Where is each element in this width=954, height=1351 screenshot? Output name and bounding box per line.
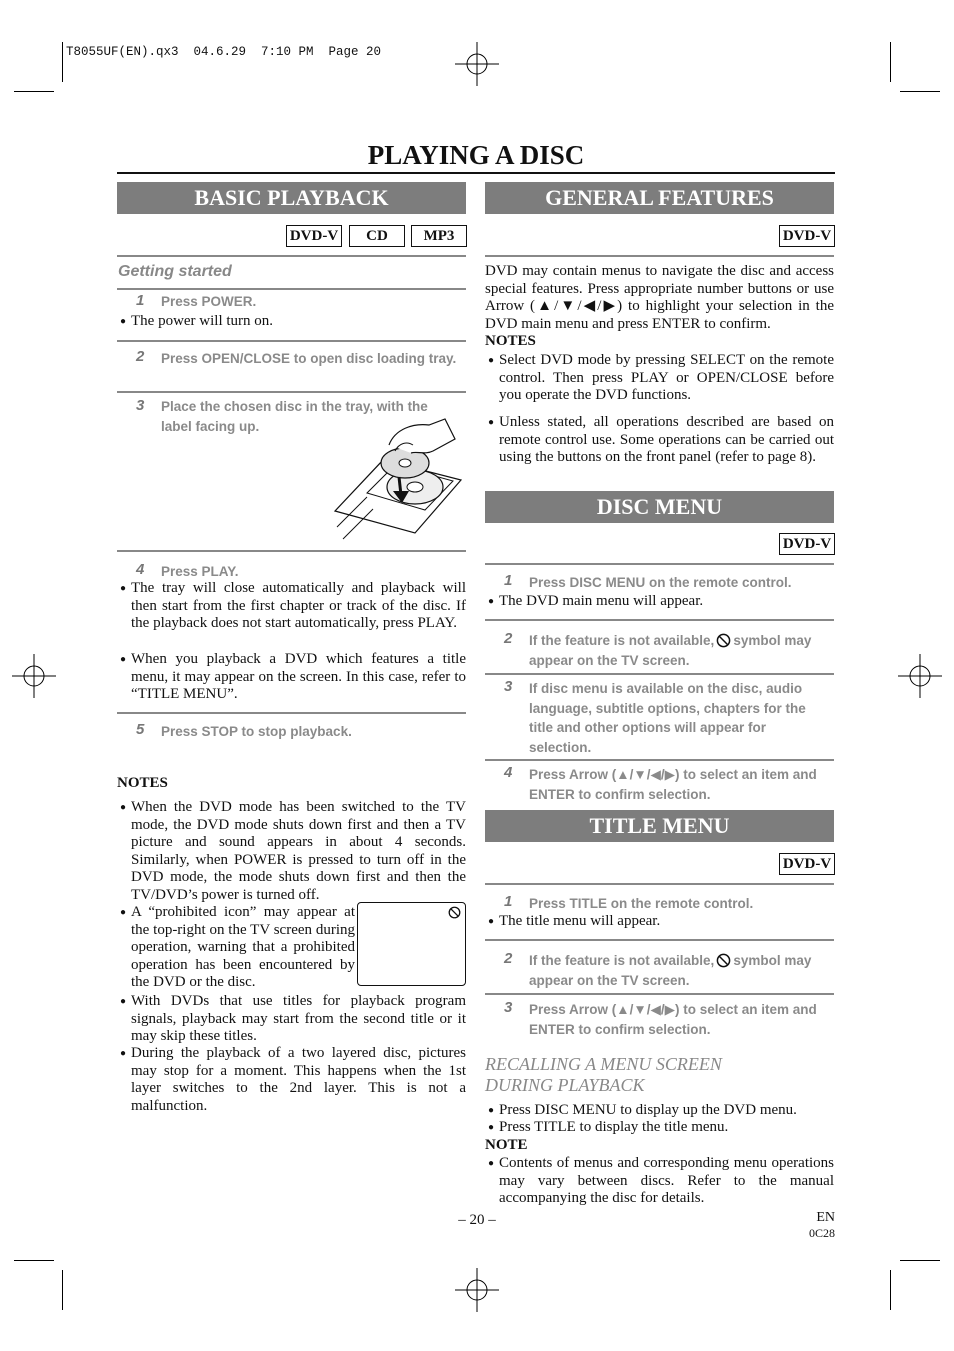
step-text: Press Arrow (▲/▼/◀/▶) to select an item and ENTER to confirm selection. [529,767,817,802]
general-intro: DVD may contain menus to navigate the disc and access special features. Press appropriate number buttons or use Arrow (▲/▼/◀/▶) to highlight your selection in the DVD main menu and press ENTER to confirm. [485,263,834,332]
prohibited-icon [448,906,461,919]
bullet-item: ● The DVD main menu will appear. [488,593,704,609]
prohibited-icon [716,633,731,648]
step-text: If the feature is not available, symbol may appear on the TV screen. [529,953,812,988]
bullet-item: ● The tray will close automatically and playback will then start from the first chapter or track of the disc. If the playback does not start automatically, press PLAY. [120,580,466,632]
recall-heading: RECALLING A MENU SCREEN DURING PLAYBACK [485,1054,722,1095]
title-rule [117,172,835,174]
registration-mark-icon [455,1268,499,1312]
crop-mark [900,1260,940,1261]
crop-mark [890,1270,891,1310]
doc-code: 0C28 [808,1226,835,1240]
step-number: 4 [136,561,145,578]
step-text: Press OPEN/CLOSE to open disc loading tray. [161,351,457,366]
note-item: ● Contents of menus and corresponding menu operations may vary between discs. Refer to the manual accompanying the disc for details. [488,1155,834,1207]
bullet-item: ● When you playback a DVD which features a title menu, it may appear on the screen. In this case, refer to “TITLE MENU”. [120,651,466,703]
crop-mark [14,91,54,92]
page-number: – 20 – [458,1212,496,1228]
language-code: EN [816,1210,835,1225]
note-item: ● A “prohibited icon” may appear at the top-right on the TV screen during operation, warning that a prohibited operation has been encountered by the DVD or the disc. [120,904,355,991]
section-rule [485,939,834,941]
crop-mark [62,1270,63,1310]
section-rule [117,391,466,393]
step-number: 2 [136,348,145,365]
step-text: If disc menu is available on the disc, audio language, subtitle options, chapters for the title and other options will appear for selection. [529,681,806,755]
page-title: PLAYING A DISC [367,140,585,170]
section-rule [485,673,834,675]
disc-tray-illustration [333,415,463,543]
bullet-item: ● The title menu will appear. [488,913,661,929]
badge-dvd-v: DVD-V [779,853,835,875]
section-rule [117,550,466,552]
section-rule [485,883,834,885]
general-features-banner: GENERAL FEATURES [485,182,834,214]
step-number: 3 [504,999,513,1016]
step-number: 3 [504,678,513,695]
section-rule [485,255,834,257]
step-text: Press TITLE on the remote control. [529,896,754,911]
section-rule [117,288,466,290]
step-number: 3 [136,397,145,414]
prohibited-icon [716,953,731,968]
disc-menu-banner: DISC MENU [485,491,834,523]
section-rule [117,712,466,714]
step-text: Press PLAY. [161,564,239,579]
section-rule [485,759,834,761]
bullet-item: ● Press DISC MENU to display up the DVD menu. [488,1102,797,1118]
step-number: 1 [136,292,145,309]
step-text: Press POWER. [161,294,257,309]
crop-mark [62,42,63,82]
note-heading: NOTE [485,1137,528,1153]
crop-mark [14,1260,54,1261]
notes-heading: NOTES [485,333,536,349]
step-text: Place the chosen disc in the tray, with the label facing up. [161,399,428,434]
title-menu-banner: TITLE MENU [485,810,834,842]
tv-screen-illustration [357,902,466,986]
badge-dvd-v: DVD-V [779,225,835,247]
step-number: 1 [504,572,513,589]
bullet-item: ● The power will turn on. [120,313,274,329]
crop-mark [890,42,891,82]
section-rule [117,340,466,342]
badge-dvd-v: DVD-V [286,225,342,247]
note-item: ● With DVDs that use titles for playback program signals, playback may start from the second title or it may skip these titles. [120,993,466,1045]
registration-mark-icon [12,654,56,698]
step-number: 2 [504,950,513,967]
section-rule [485,563,834,565]
step-text: Press DISC MENU on the remote control. [529,575,792,590]
step-text: Press STOP to stop playback. [161,724,352,739]
step-number: 4 [504,764,513,781]
step-number: 2 [504,630,513,647]
step-number: 5 [136,721,145,738]
getting-started-heading: Getting started [118,263,232,280]
registration-mark-icon [455,42,499,86]
section-rule [485,619,834,621]
registration-mark-icon [898,654,942,698]
note-item: ● Unless stated, all operations described are based on remote control use. Some operations can be carried out using the buttons on the front panel (refer to page 8). [488,414,834,466]
note-item: ● During the playback of a two layered disc, pictures may stop for a moment. This happens when the 1st layer switches to the 2nd layer. This is not a malfunction. [120,1045,466,1114]
section-rule [485,993,834,995]
step-number: 1 [504,893,513,910]
section-rule [117,255,466,257]
notes-heading: NOTES [117,775,168,791]
print-header: T8055UF(EN).qx3 04.6.29 7:10 PM Page 20 [66,45,382,59]
step-text: If the feature is not available, symbol may appear on the TV screen. [529,633,812,668]
note-item: ● When the DVD mode has been switched to the TV mode, the DVD mode shuts down first and then a TV picture and sound appears in about 4 seconds. Similarly, when POWER is pressed to turn off in the DVD mode, the mode shuts down first and then the TV/DVD’s power is turned off. [120,799,466,903]
bullet-item: ● Press TITLE to display the title menu. [488,1119,729,1135]
basic-playback-banner: BASIC PLAYBACK [117,182,466,214]
badge-mp3: MP3 [411,225,467,247]
badge-cd: CD [349,225,405,247]
step-text: Press Arrow (▲/▼/◀/▶) to select an item and ENTER to confirm selection. [529,1002,817,1037]
note-item: ● Select DVD mode by pressing SELECT on the remote control. Then press PLAY or OPEN/CLOSE before you operate the DVD functions. [488,352,834,404]
crop-mark [900,91,940,92]
badge-dvd-v: DVD-V [779,533,835,555]
